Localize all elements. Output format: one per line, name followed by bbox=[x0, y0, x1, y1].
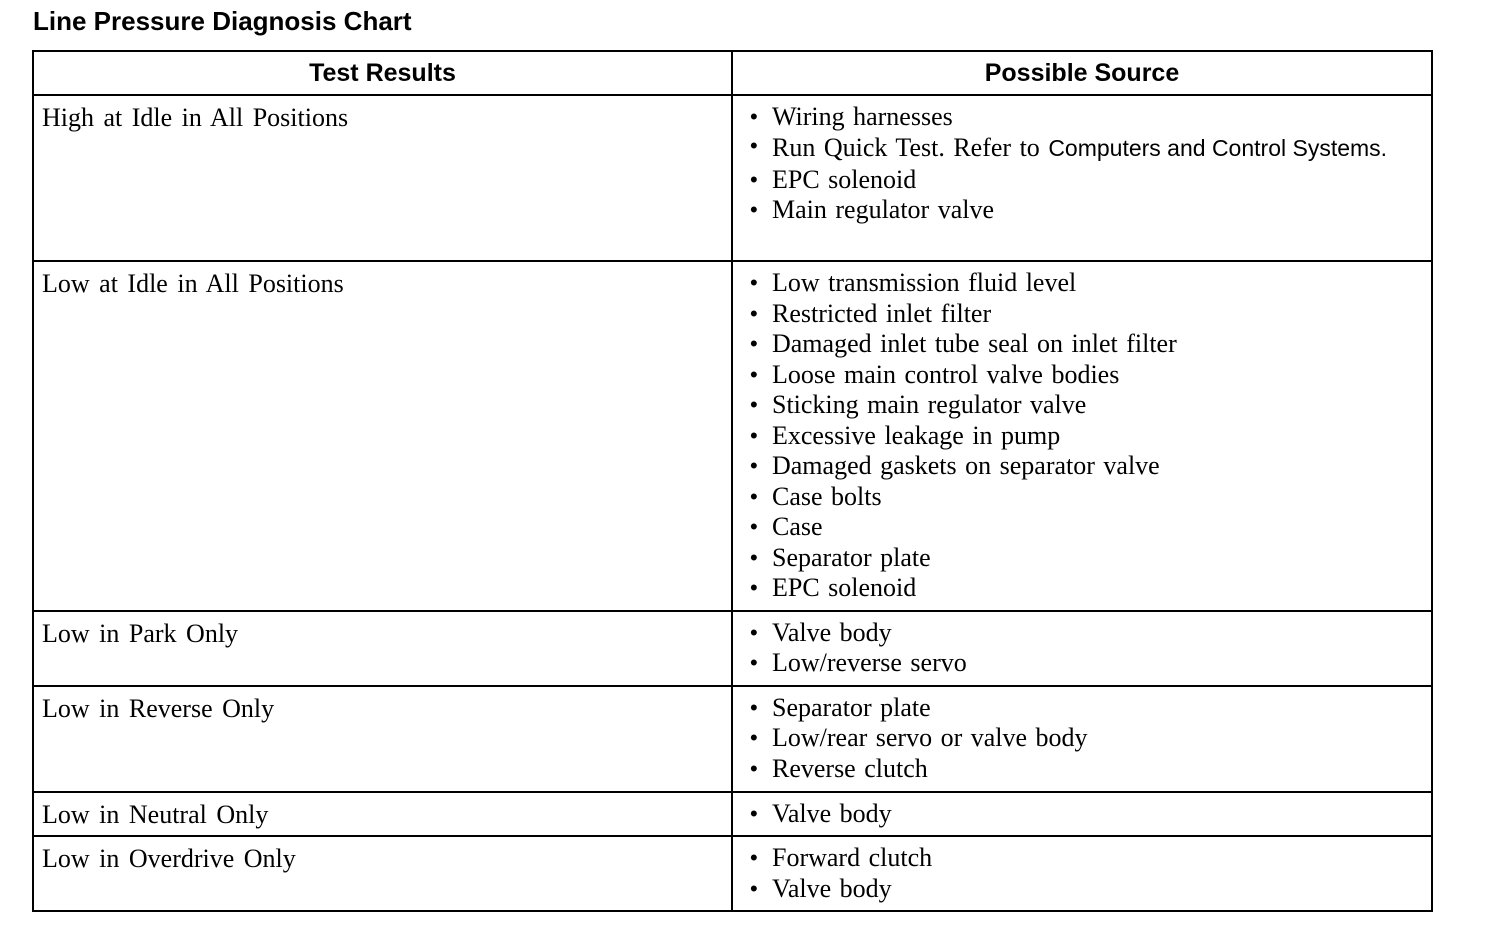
bullet-icon: • bbox=[749, 575, 758, 600]
bullet-icon: • bbox=[749, 650, 758, 675]
possible-source-cell bbox=[732, 95, 1432, 261]
list-item bbox=[733, 329, 1431, 360]
list-item bbox=[733, 195, 1431, 226]
test-result-cell bbox=[33, 686, 732, 792]
list-item bbox=[733, 133, 1431, 165]
test-result-text: Low in Park Only bbox=[42, 618, 239, 648]
bullet-icon: • bbox=[749, 619, 758, 645]
source-text: Restricted inlet filter bbox=[771, 298, 992, 328]
test-result-cell bbox=[33, 95, 732, 261]
source-text: Excessive leakage in pump bbox=[771, 420, 1061, 450]
list-item bbox=[733, 874, 1431, 905]
list-item bbox=[733, 299, 1431, 330]
bullet-icon: • bbox=[749, 104, 758, 129]
list-item bbox=[733, 573, 1431, 604]
bullet-icon: • bbox=[749, 331, 758, 356]
bullet-icon: • bbox=[749, 270, 758, 295]
source-text: Case bolts bbox=[771, 481, 882, 511]
source-list bbox=[733, 793, 1431, 836]
bullet-icon: • bbox=[749, 166, 758, 192]
bullet-icon: • bbox=[749, 483, 758, 509]
test-result-text: Low in Reverse Only bbox=[42, 693, 275, 723]
source-list bbox=[733, 262, 1431, 610]
list-item bbox=[733, 723, 1431, 754]
bullet-icon: • bbox=[749, 300, 758, 326]
source-text-reference: Computers and Control Systems. bbox=[1048, 134, 1388, 161]
list-item bbox=[733, 543, 1431, 574]
diagnosis-table bbox=[32, 50, 1433, 912]
list-item bbox=[733, 618, 1431, 649]
list-item bbox=[733, 512, 1431, 543]
header-test-results: Test Results bbox=[33, 51, 732, 95]
possible-source-cell bbox=[732, 261, 1432, 611]
header-possible-source: Possible Source bbox=[732, 51, 1432, 95]
bullet-icon: • bbox=[749, 694, 758, 720]
test-result-cell bbox=[33, 261, 732, 611]
list-item bbox=[733, 268, 1431, 299]
bullet-icon: • bbox=[749, 197, 758, 222]
list-item bbox=[733, 648, 1431, 679]
page-title: Line Pressure Diagnosis Chart bbox=[33, 6, 412, 36]
list-item bbox=[733, 390, 1431, 421]
test-result-text: Low in Neutral Only bbox=[42, 799, 269, 829]
source-text: Damaged gaskets on separator valve bbox=[771, 451, 1160, 480]
source-list bbox=[733, 687, 1431, 791]
list-item bbox=[733, 799, 1431, 830]
list-item bbox=[733, 360, 1431, 391]
source-text: Reverse clutch bbox=[771, 753, 928, 783]
list-item bbox=[733, 843, 1431, 874]
table-row bbox=[33, 836, 1432, 911]
possible-source-cell bbox=[732, 836, 1432, 911]
bullet-icon: • bbox=[749, 800, 758, 826]
list-item bbox=[733, 754, 1431, 785]
list-item bbox=[733, 102, 1431, 133]
source-list bbox=[733, 612, 1431, 685]
test-result-text: Low at Idle in All Positions bbox=[42, 269, 344, 298]
source-text: Valve body bbox=[771, 798, 892, 828]
source-text: Low transmission fluid level bbox=[771, 268, 1077, 297]
bullet-icon: • bbox=[749, 132, 758, 158]
table-row bbox=[33, 792, 1432, 837]
source-text: Valve body bbox=[771, 617, 892, 647]
bullet-icon: • bbox=[749, 361, 758, 387]
list-item bbox=[733, 451, 1431, 482]
list-item bbox=[733, 165, 1431, 196]
source-text: Wiring harnesses bbox=[771, 102, 953, 131]
bullet-icon: • bbox=[749, 514, 758, 539]
test-result-text: High at Idle in All Positions bbox=[42, 103, 349, 132]
bullet-icon: • bbox=[749, 392, 758, 417]
source-text: Forward clutch bbox=[771, 843, 933, 872]
test-result-text: Low in Overdrive Only bbox=[42, 844, 296, 873]
test-result-cell bbox=[33, 611, 732, 686]
list-item bbox=[733, 482, 1431, 513]
test-result-cell bbox=[33, 792, 732, 837]
bullet-icon: • bbox=[749, 725, 758, 750]
possible-source-cell bbox=[732, 611, 1432, 686]
source-text: Main regulator valve bbox=[771, 195, 995, 224]
bullet-icon: • bbox=[749, 544, 758, 570]
source-text: Loose main control valve bodies bbox=[771, 359, 1120, 389]
source-text: Sticking main regulator valve bbox=[771, 390, 1087, 419]
source-text: Low/rear servo or valve body bbox=[771, 723, 1088, 752]
source-text: Separator plate bbox=[771, 542, 931, 572]
source-text: Valve body bbox=[771, 873, 892, 903]
source-text: Low/reverse servo bbox=[771, 648, 967, 677]
bullet-icon: • bbox=[749, 755, 758, 781]
table-row bbox=[33, 686, 1432, 792]
table-row bbox=[33, 95, 1432, 261]
bullet-icon: • bbox=[749, 453, 758, 478]
list-item bbox=[733, 693, 1431, 724]
source-text: Separator plate bbox=[771, 692, 931, 722]
source-text: Damaged inlet tube seal on inlet filter bbox=[771, 329, 1177, 358]
table-row bbox=[33, 611, 1432, 686]
list-item bbox=[733, 421, 1431, 452]
source-text-quick-test: Run Quick Test. Refer to bbox=[771, 132, 1049, 162]
possible-source-cell bbox=[732, 686, 1432, 792]
test-result-cell bbox=[33, 836, 732, 911]
table-header-row bbox=[33, 51, 1432, 95]
table-row bbox=[33, 261, 1432, 611]
bullet-icon: • bbox=[749, 422, 758, 448]
bullet-icon: • bbox=[749, 875, 758, 901]
source-text: Case bbox=[771, 512, 823, 541]
bullet-icon: • bbox=[749, 845, 758, 870]
source-text: EPC solenoid bbox=[771, 164, 917, 194]
source-list bbox=[733, 96, 1431, 232]
possible-source-cell bbox=[732, 792, 1432, 837]
source-list bbox=[733, 837, 1431, 910]
source-text: EPC solenoid bbox=[771, 573, 917, 602]
